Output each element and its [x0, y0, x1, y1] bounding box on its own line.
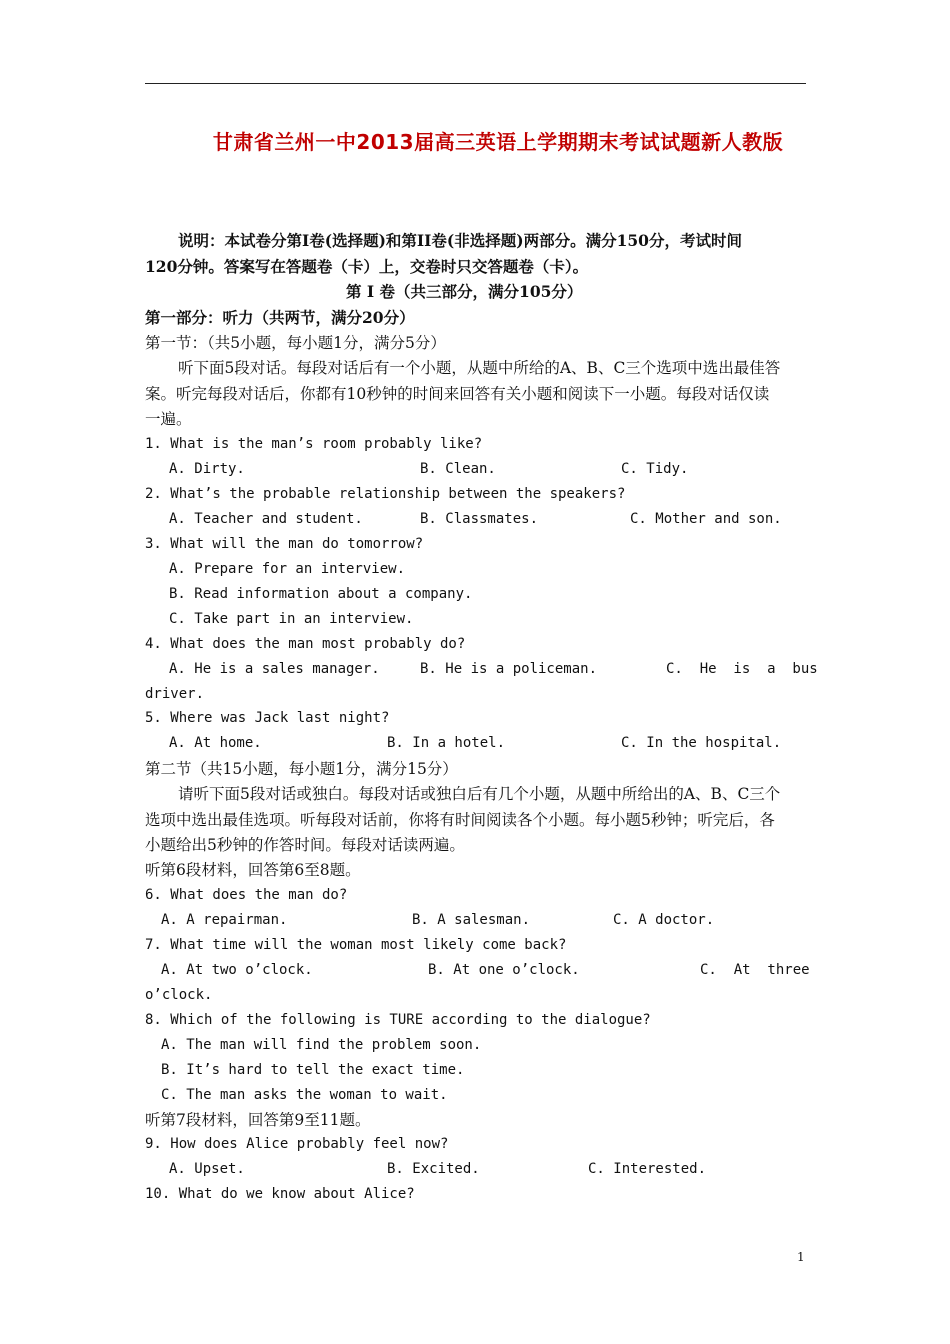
q8-option-c: C. The man asks the woman to wait. [161, 1087, 448, 1103]
q1-option-b: B. Clean. [420, 461, 496, 477]
section2-instruction-3: 小题给出5秒钟的作答时间。每段对话读两遍。 [145, 836, 465, 854]
page-number: 1 [797, 1250, 805, 1264]
q2-option-c: C. Mother and son. [630, 511, 782, 527]
q7-option-c: C. At three [700, 962, 810, 978]
question-4: 4. What does the man most probably do? [145, 636, 466, 652]
q3-option-c: C. Take part in an interview. [169, 611, 414, 627]
section2-heading: 第二节（共15小题，每小题1分，满分15分） [145, 760, 458, 778]
q2-option-b: B. Classmates. [420, 511, 539, 527]
header-rule [145, 83, 806, 84]
section2-instruction-1: 请听下面5段对话或独白。每段对话或独白后有几个小题，从题中所给出的A、B、C三个 [178, 785, 781, 803]
q6-option-b: B. A salesman. [412, 912, 531, 928]
notice-line-1: 说明：本试卷分第Ⅰ卷(选择题)和第II卷(非选择题)两部分。满分150分，考试时间 [178, 231, 742, 250]
question-6: 6. What does the man do? [145, 887, 348, 903]
question-1: 1. What is the man’s room probably like? [145, 436, 483, 452]
material-6-heading: 听第6段材料，回答第6至8题。 [145, 861, 361, 879]
q9-option-b: B. Excited. [387, 1161, 480, 1177]
question-5: 5. Where was Jack last night? [145, 710, 390, 726]
material-7-heading: 听第7段材料，回答第9至11题。 [145, 1111, 371, 1129]
q9-option-c: C. Interested. [588, 1161, 707, 1177]
q9-option-a: A. Upset. [169, 1161, 245, 1177]
q4-option-b: B. He is a policeman. [420, 661, 598, 677]
q3-option-a: A. Prepare for an interview. [169, 561, 406, 577]
q4-option-a: A. He is a sales manager. [169, 661, 380, 677]
q6-option-c: C. A doctor. [613, 912, 715, 928]
document-title: 甘肃省兰州一中2013届高三英语上学期期末考试试题新人教版 [212, 130, 784, 154]
q1-option-a: A. Dirty. [169, 461, 245, 477]
q1-option-c: C. Tidy. [621, 461, 689, 477]
q8-option-b: B. It’s hard to tell the exact time. [161, 1062, 465, 1078]
q5-option-b: B. In a hotel. [387, 735, 506, 751]
question-9: 9. How does Alice probably feel now? [145, 1136, 449, 1152]
q2-option-a: A. Teacher and student. [169, 511, 363, 527]
q7-option-b: B. At one o’clock. [428, 962, 580, 978]
volume-heading: 第 Ⅰ 卷（共三部分，满分105分） [346, 282, 583, 301]
q6-option-a: A. A repairman. [161, 912, 288, 928]
part-heading: 第一部分：听力（共两节，满分20分） [145, 308, 415, 327]
question-10: 10. What do we know about Alice? [145, 1186, 415, 1202]
section1-heading: 第一节：（共5小题，每小题1分，满分5分） [145, 334, 446, 352]
q7-option-c-continued: o’clock. [145, 987, 213, 1003]
question-3: 3. What will the man do tomorrow? [145, 536, 424, 552]
q4-option-c-continued: driver. [145, 686, 205, 702]
q8-option-a: A. The man will find the problem soon. [161, 1037, 482, 1053]
section2-instruction-2: 选项中选出最佳选项。听每段对话前，你将有时间阅读各个小题。每小题5秒钟；听完后，各 [145, 811, 775, 829]
question-2: 2. What’s the probable relationship between the speakers? [145, 486, 626, 502]
q5-option-a: A. At home. [169, 735, 262, 751]
notice-line-2: 120分钟。答案写在答题卷（卡）上，交卷时只交答题卷（卡）。 [145, 257, 589, 276]
section1-instruction-1: 听下面5段对话。每段对话后有一个小题，从题中所给的A、B、C三个选项中选出最佳答 [178, 359, 781, 377]
section1-instruction-2: 案。听完每段对话后，你都有10秒钟的时间来回答有关小题和阅读下一小题。每段对话仅读 [145, 385, 770, 403]
q5-option-c: C. In the hospital. [621, 735, 782, 751]
q7-option-a: A. At two o’clock. [161, 962, 313, 978]
q3-option-b: B. Read information about a company. [169, 586, 473, 602]
question-7: 7. What time will the woman most likely come back? [145, 937, 567, 953]
section1-instruction-3: 一遍。 [145, 410, 192, 428]
question-8: 8. Which of the following is TURE according to the dialogue? [145, 1012, 651, 1028]
q4-option-c: C. He is a bus [666, 661, 818, 677]
